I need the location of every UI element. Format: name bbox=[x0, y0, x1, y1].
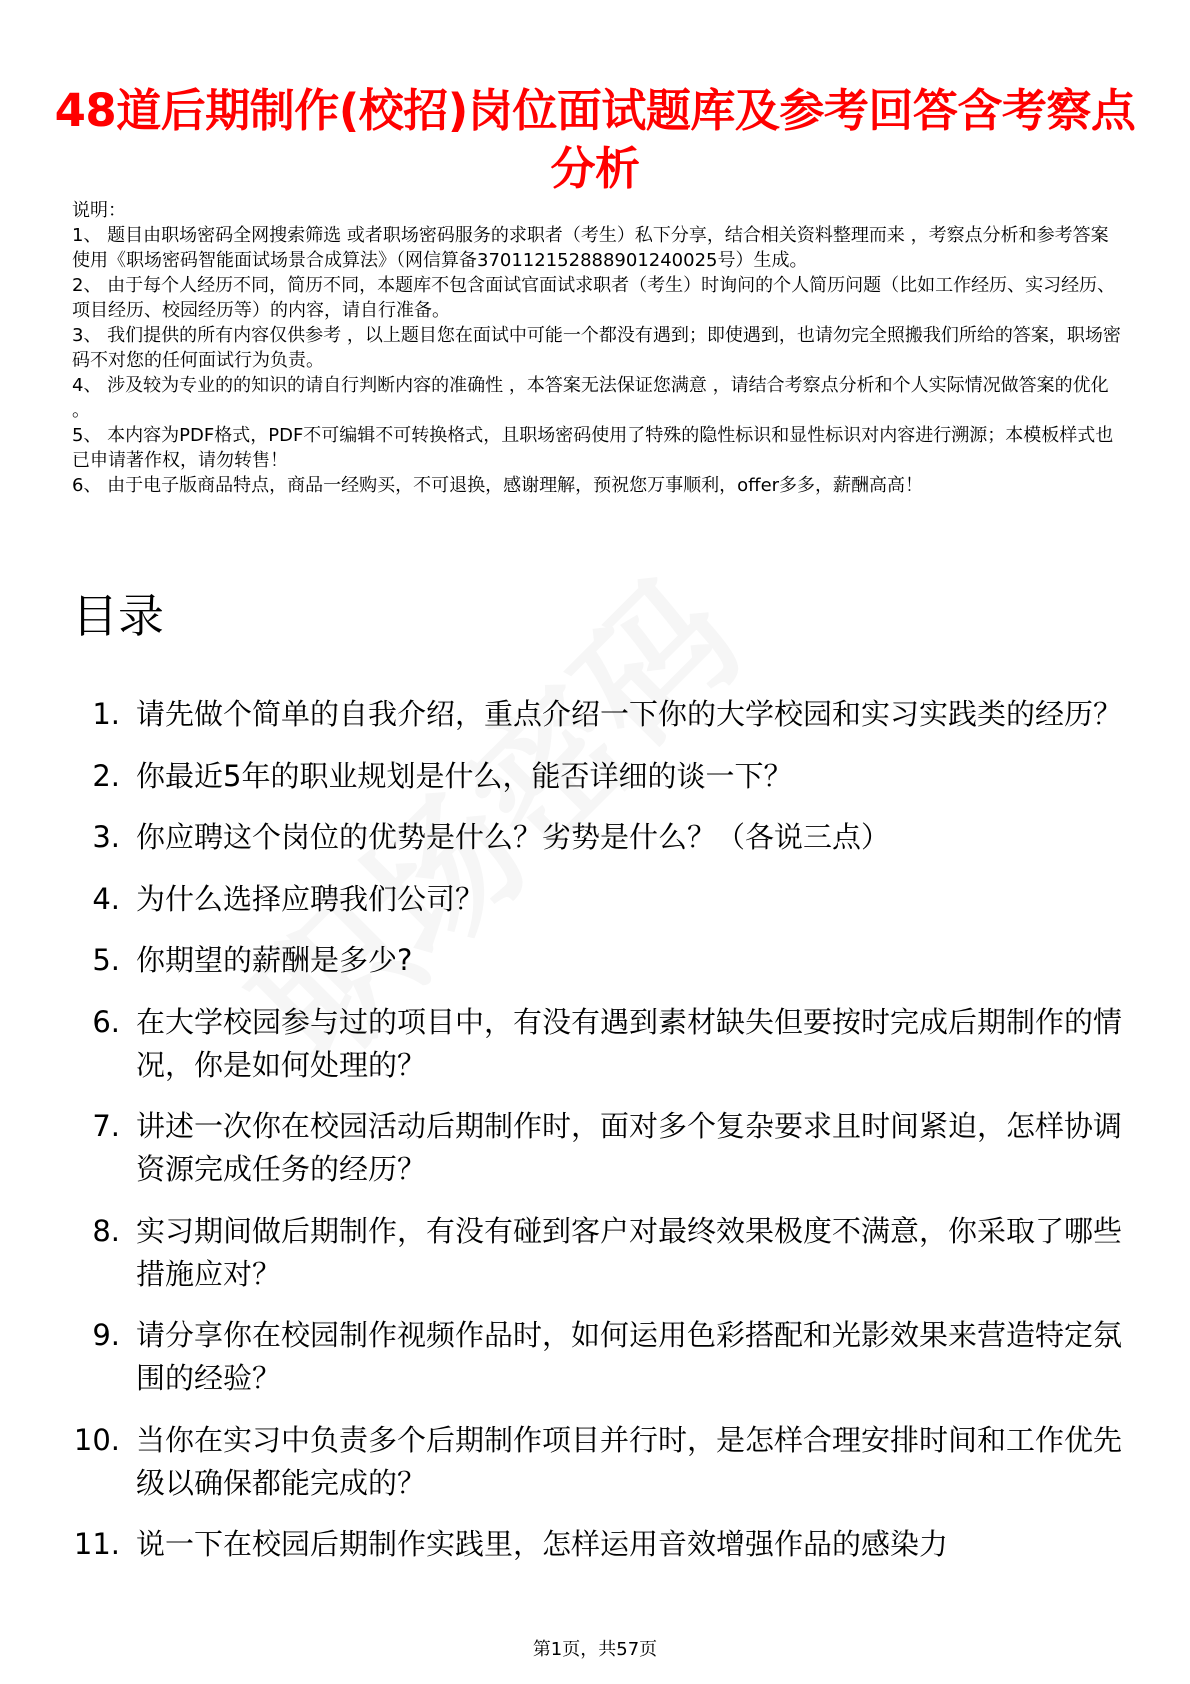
toc-item-text: 请先做个简单的自我介绍，重点介绍一下你的大学校园和实习实践类的经历？ bbox=[136, 697, 1123, 731]
toc-item-text: 为什么选择应聘我们公司？ bbox=[136, 881, 485, 916]
toc-item[interactable] bbox=[55, 939, 1130, 982]
toc-item[interactable] bbox=[55, 1419, 1130, 1505]
toc-item[interactable] bbox=[55, 693, 1130, 736]
toc-item-text: 说一下在校园后期制作实践里，怎样运用音效增强作品的感染力 bbox=[136, 1527, 949, 1561]
note-item: 4、 涉及较为专业的的知识的请自行判断内容的准确性 ，本答案无法保证您满意 ，请结合考察点分析和个人实际情况做答案的优化 。 bbox=[72, 375, 1109, 421]
note-item: 3、 我们提供的所有内容仅供参考 ，以上题目您在面试中可能一个都没有遇到；即使遇到，也请勿完全照搬我们所给的答案，职场密码不对您的任何面试行为负责。 bbox=[72, 325, 1121, 371]
notes-section bbox=[72, 198, 1122, 498]
toc-item-number: 4. bbox=[92, 881, 120, 916]
toc-item-number: 5. bbox=[92, 943, 120, 977]
toc-item-number: 2. bbox=[92, 758, 120, 793]
toc-item-number: 9. bbox=[92, 1318, 120, 1352]
note-item: 1、 题目由职场密码全网搜索筛选 或者职场密码服务的求职者（考生）私下分享，结合相关资料整理而来 ，考察点分析和参考答案使用《职场密码智能面试场景合成算法》（网信算备370112152888901240025号）生成。 bbox=[72, 225, 1109, 271]
toc-item-number: 11. bbox=[73, 1527, 120, 1561]
toc-item-number: 10. bbox=[73, 1422, 120, 1457]
toc-item-text: 实习期间做后期制作，有没有碰到客户对最终效果极度不满意，你采取了哪些措施应对？ bbox=[136, 1213, 1123, 1291]
toc-item[interactable] bbox=[55, 1314, 1130, 1400]
toc-item[interactable] bbox=[55, 755, 1130, 798]
note-item: 5、 本内容为PDF格式，PDF不可编辑不可转换格式，且职场密码使用了特殊的隐性标识和显性标识对内容进行溯源；本模板样式也已申请著作权，请勿转售！ bbox=[72, 425, 1114, 471]
page-footer: 第1页，共57页 bbox=[532, 1639, 658, 1660]
toc-item-text: 在大学校园参与过的项目中，有没有遇到素材缺失但要按时完成后期制作的情况，你是如何处理的？ bbox=[136, 1004, 1123, 1082]
toc-list bbox=[55, 693, 1130, 1585]
toc-item-number: 7. bbox=[92, 1109, 120, 1143]
toc-heading: 目录 bbox=[72, 589, 164, 643]
toc-item[interactable] bbox=[55, 1105, 1130, 1191]
toc-item-number: 6. bbox=[92, 1004, 120, 1039]
toc-item-text: 你最近5年的职业规划是什么，能否详细的谈一下？ bbox=[136, 758, 793, 793]
toc-item-text: 你期望的薪酬是多少? bbox=[136, 943, 413, 977]
toc-item[interactable] bbox=[55, 1210, 1130, 1296]
toc-item[interactable] bbox=[55, 816, 1130, 859]
toc-item-text: 当你在实习中负责多个后期制作项目并行时，是怎样合理安排时间和工作优先级以确保都能完成的？ bbox=[136, 1422, 1123, 1500]
note-item: 2、 由于每个人经历不同，简历不同，本题库不包含面试官面试求职者（考生）时询问的个人简历问题（比如工作经历、实习经历、项目经历、校园经历等）的内容，请自行准备。 bbox=[72, 275, 1116, 321]
note-item: 6、 由于电子版商品特点，商品一经购买，不可退换，感谢理解，预祝您万事顺利，offer多多，薪酬高高！ bbox=[72, 475, 924, 496]
toc-item-number: 1. bbox=[92, 697, 120, 731]
toc-item-text: 讲述一次你在校园活动后期制作时，面对多个复杂要求且时间紧迫，怎样协调资源完成任务的经历？ bbox=[136, 1109, 1123, 1186]
notes-heading: 说明： bbox=[72, 200, 126, 221]
toc-item[interactable] bbox=[55, 1523, 1130, 1566]
page-title: 48道后期制作(校招)岗位面试题库及参考回答含考察点分析 bbox=[54, 84, 1136, 196]
toc-item-text: 请分享你在校园制作视频作品时，如何运用色彩搭配和光影效果来营造特定氛围的经验？ bbox=[136, 1318, 1123, 1395]
toc-item-number: 3. bbox=[92, 820, 120, 854]
toc-item[interactable] bbox=[55, 878, 1130, 921]
toc-item[interactable] bbox=[55, 1001, 1130, 1087]
toc-item-text: 你应聘这个岗位的优势是什么？劣势是什么？（各说三点） bbox=[136, 820, 891, 854]
toc-item-number: 8. bbox=[92, 1213, 120, 1248]
